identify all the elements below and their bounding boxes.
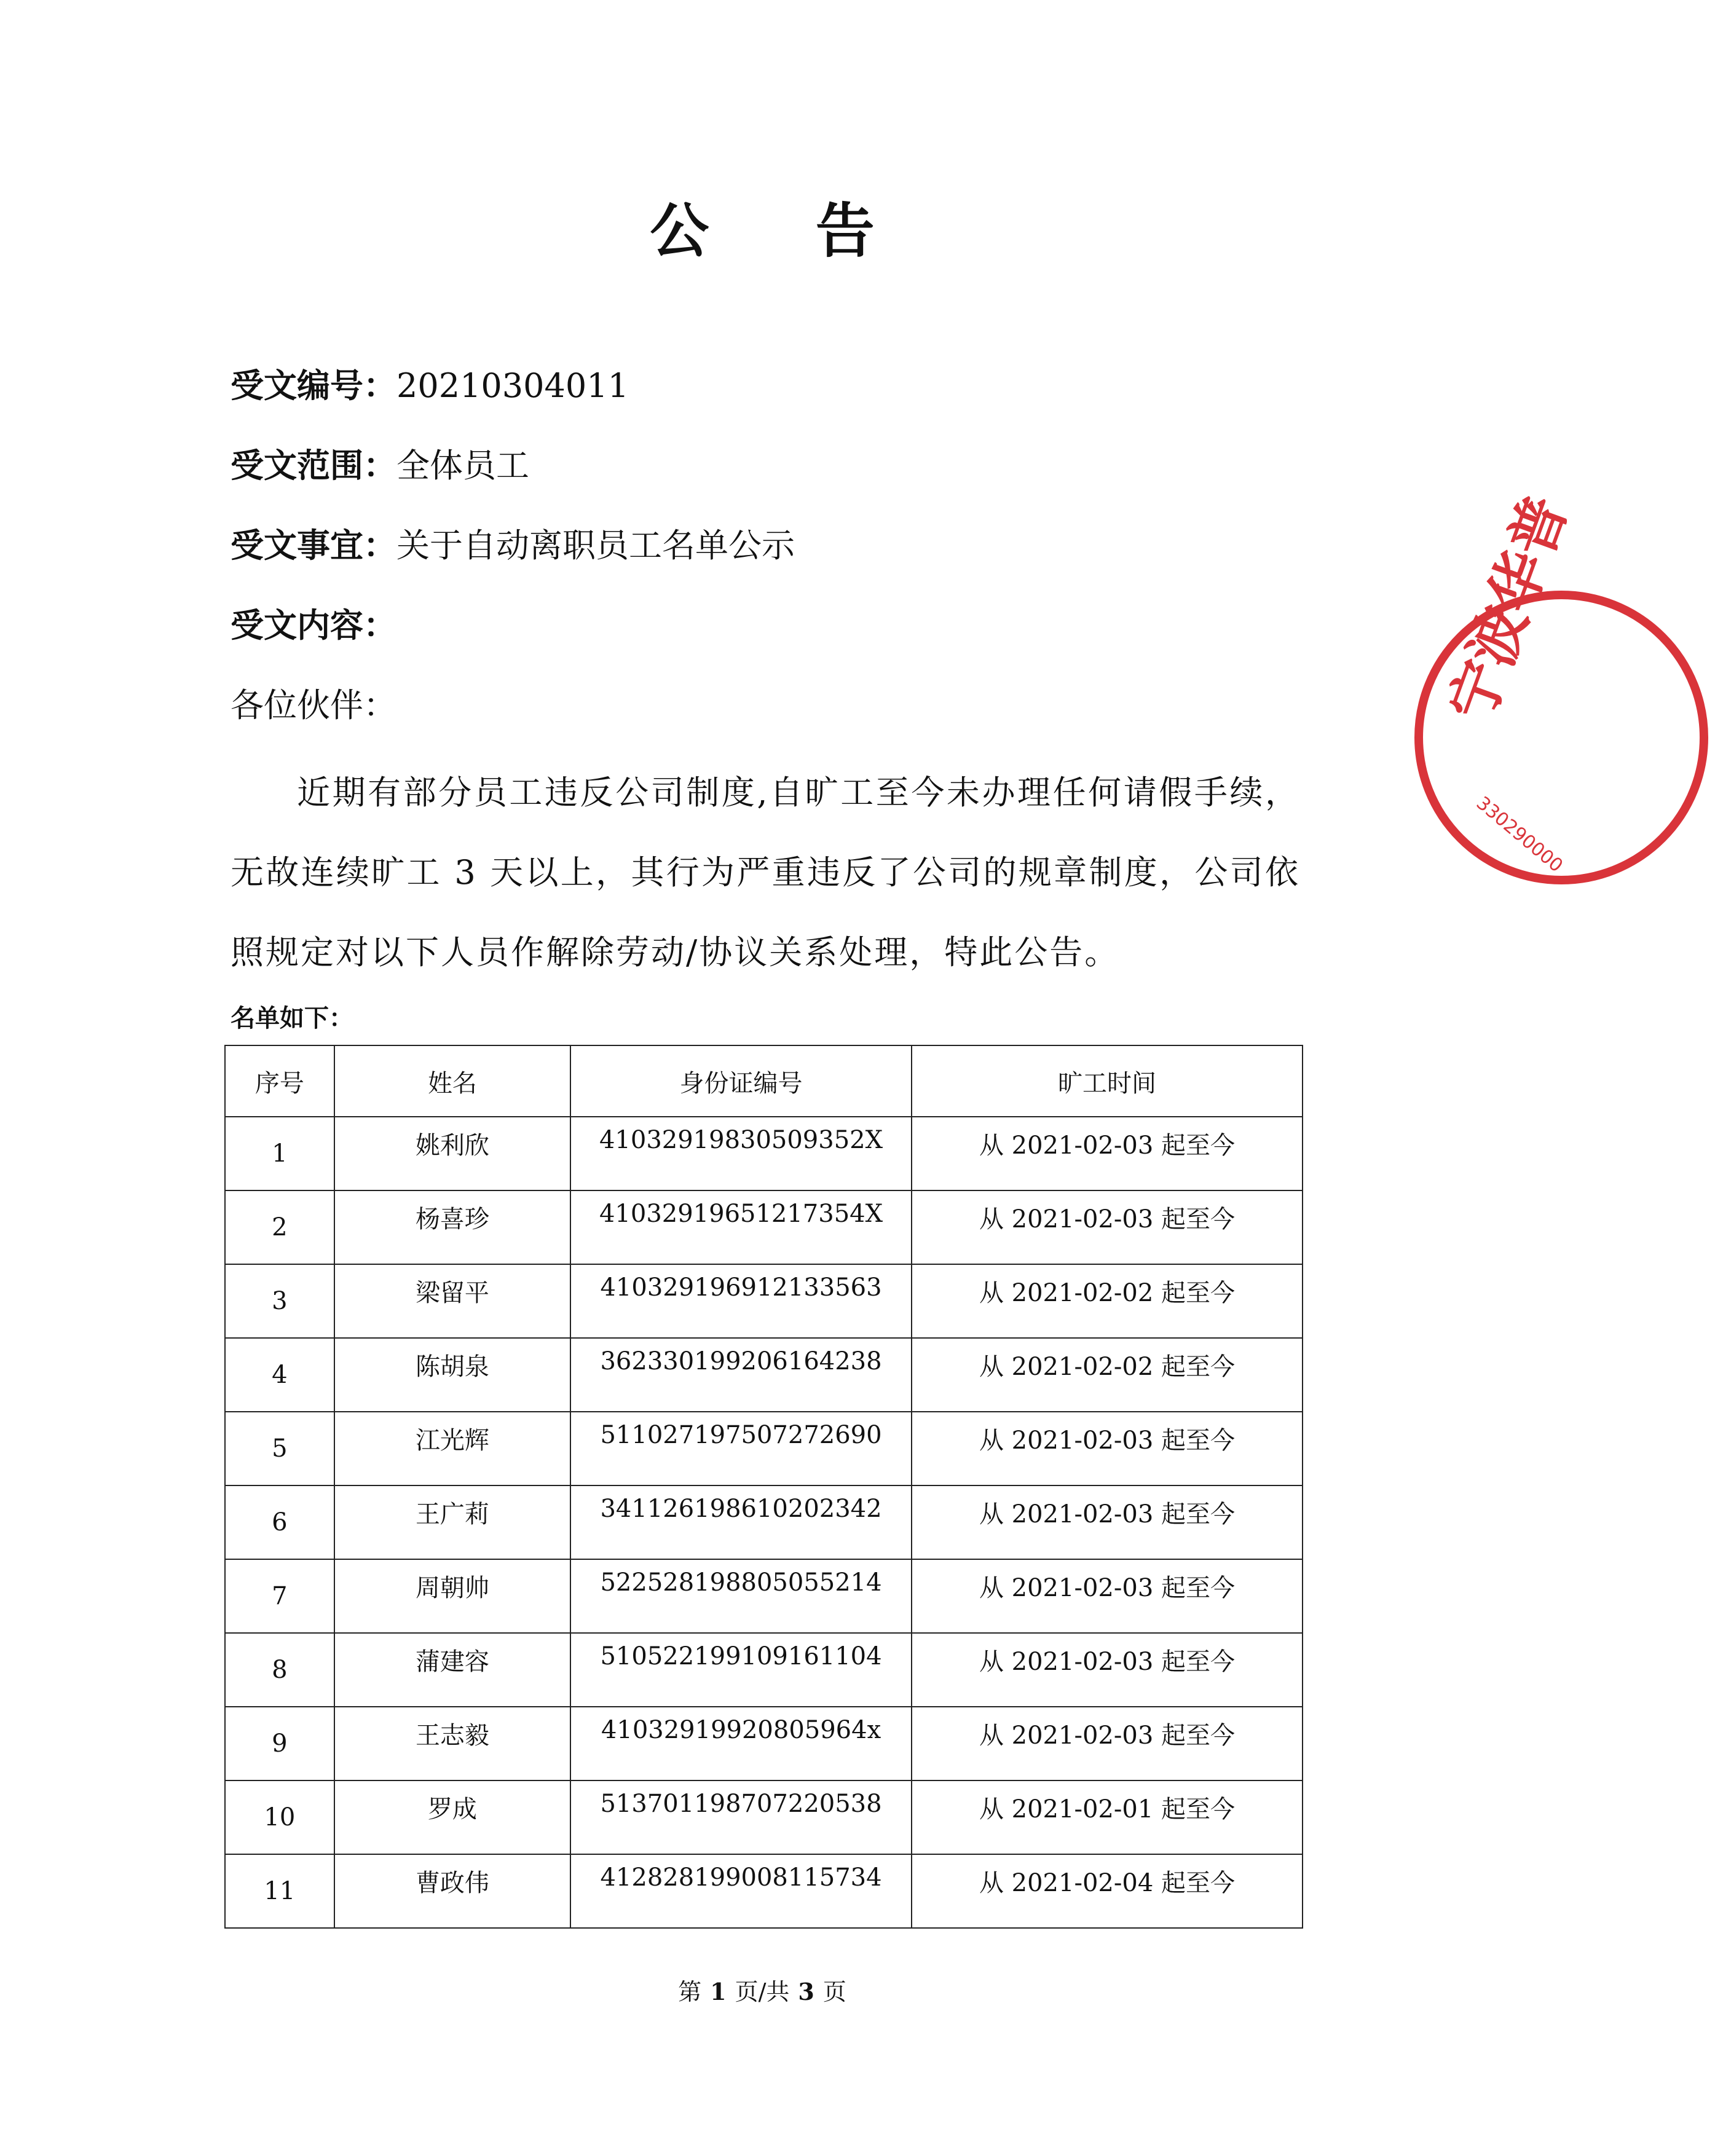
notice-title: 公 告 — [650, 196, 918, 266]
greeting: 各位伙伴： — [231, 686, 396, 725]
table-row — [225, 1633, 1303, 1707]
cell-absence-time: 从 2021-02-03 起至今 — [912, 1190, 1303, 1264]
cell-absence-time: 从 2021-02-04 起至今 — [912, 1854, 1303, 1928]
cell-name: 周朝帅 — [334, 1559, 570, 1633]
cell-id-number: 410329196912133563 — [570, 1264, 912, 1338]
meta-scope — [231, 441, 529, 490]
cell-index: 6 — [225, 1485, 334, 1559]
meta-content — [231, 601, 396, 650]
cell-id-number: 41032919830509352X — [570, 1117, 912, 1190]
meta-value: 20210304011 — [396, 366, 629, 405]
cell-id-number: 511027197507272690 — [570, 1412, 912, 1485]
table-row — [225, 1264, 1303, 1338]
meta-subject — [231, 521, 795, 570]
cell-absence-time: 从 2021-02-03 起至今 — [912, 1707, 1303, 1780]
meta-key: 受文范围： — [231, 446, 396, 485]
footer-middle: 页/共 — [735, 1978, 790, 2005]
page-footer — [0, 1973, 1524, 2007]
cell-name: 杨喜珍 — [334, 1190, 570, 1264]
cell-id-number: 41032919651217354X — [570, 1190, 912, 1264]
cell-name: 陈胡泉 — [334, 1338, 570, 1412]
footer-page: 1 — [710, 1978, 727, 2005]
table-row — [225, 1117, 1303, 1190]
cell-id-number: 341126198610202342 — [570, 1485, 912, 1559]
cell-id-number: 362330199206164238 — [570, 1338, 912, 1412]
cell-name: 罗成 — [334, 1780, 570, 1854]
footer-suffix: 页 — [822, 1978, 846, 2005]
cell-name: 王广莉 — [334, 1485, 570, 1559]
cell-absence-time: 从 2021-02-03 起至今 — [912, 1633, 1303, 1707]
cell-index: 11 — [225, 1854, 334, 1928]
meta-doc-number — [231, 361, 629, 411]
company-seal — [1408, 487, 1715, 891]
cell-index: 5 — [225, 1412, 334, 1485]
cell-absence-time: 从 2021-02-03 起至今 — [912, 1412, 1303, 1485]
cell-absence-time: 从 2021-02-02 起至今 — [912, 1264, 1303, 1338]
cell-absence-time: 从 2021-02-03 起至今 — [912, 1559, 1303, 1633]
cell-id-number: 412828199008115734 — [570, 1854, 912, 1928]
header-index: 序号 — [225, 1045, 334, 1117]
table-row — [225, 1485, 1303, 1559]
meta-key: 受文事宜： — [231, 526, 396, 565]
cell-name: 王志毅 — [334, 1707, 570, 1780]
seal-number: 330290000 — [1472, 792, 1567, 877]
meta-value: 全体员工 — [396, 446, 529, 485]
cell-index: 7 — [225, 1559, 334, 1633]
cell-index: 1 — [225, 1117, 334, 1190]
cell-id-number: 522528198805055214 — [570, 1559, 912, 1633]
cell-name: 曹政伟 — [334, 1854, 570, 1928]
cell-name: 梁留平 — [334, 1264, 570, 1338]
meta-key: 受文内容： — [231, 606, 396, 645]
table-row — [225, 1338, 1303, 1412]
header-name: 姓名 — [334, 1045, 570, 1117]
footer-prefix: 第 — [678, 1978, 702, 2005]
cell-id-number: 513701198707220538 — [570, 1780, 912, 1854]
table-row — [225, 1559, 1303, 1633]
cell-name: 姚利欣 — [334, 1117, 570, 1190]
table-row — [225, 1854, 1303, 1928]
cell-name: 蒲建容 — [334, 1633, 570, 1707]
header-id-number: 身份证编号 — [570, 1045, 912, 1117]
table-row — [225, 1412, 1303, 1485]
table-row — [225, 1780, 1303, 1854]
meta-key: 受文编号： — [231, 366, 396, 405]
cell-absence-time: 从 2021-02-02 起至今 — [912, 1338, 1303, 1412]
seal-ring — [1419, 595, 1704, 880]
table-row — [225, 1707, 1303, 1780]
cell-index: 4 — [225, 1338, 334, 1412]
footer-total: 3 — [798, 1978, 814, 2005]
cell-absence-time: 从 2021-02-03 起至今 — [912, 1117, 1303, 1190]
cell-index: 10 — [225, 1780, 334, 1854]
cell-index: 8 — [225, 1633, 334, 1707]
header-absence-time: 旷工时间 — [912, 1045, 1303, 1117]
table-header-row — [225, 1045, 1303, 1117]
employee-table — [224, 1045, 1303, 1929]
cell-absence-time: 从 2021-02-01 起至今 — [912, 1780, 1303, 1854]
notice-body: 近期有部分员工违反公司制度,自旷工至今未办理任何请假手续，无故连续旷工 3 天以上，其行为严重违反了公司的规章制度，公司依照规定对以下人员作解除劳动/协议关系处理，特此公告。 — [231, 773, 1300, 972]
meta-value: 关于自动离职员工名单公示 — [396, 526, 795, 565]
cell-index: 9 — [225, 1707, 334, 1780]
seal-text: 宁波华普 — [1437, 487, 1581, 730]
cell-index: 2 — [225, 1190, 334, 1264]
cell-id-number: 41032919920805964x — [570, 1707, 912, 1780]
cell-index: 3 — [225, 1264, 334, 1338]
table-row — [225, 1190, 1303, 1264]
cell-absence-time: 从 2021-02-03 起至今 — [912, 1485, 1303, 1559]
list-caption: 名单如下： — [231, 1004, 353, 1033]
cell-id-number: 510522199109161104 — [570, 1633, 912, 1707]
cell-name: 江光辉 — [334, 1412, 570, 1485]
